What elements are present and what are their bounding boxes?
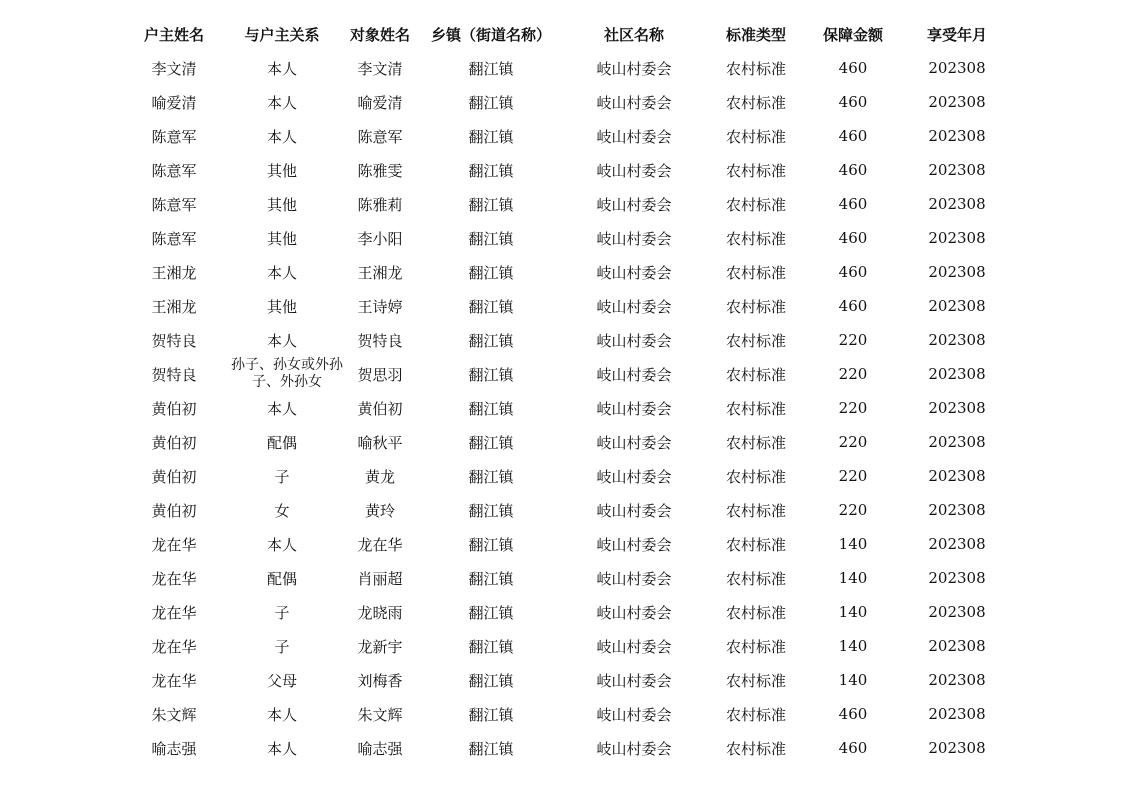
- cell-period: 202308: [928, 671, 986, 689]
- cell-amount: 460: [838, 59, 868, 77]
- cell-township: 翻江镇: [468, 263, 514, 282]
- cell-standard-type: 农村标准: [725, 467, 786, 486]
- header-relationship: 与户主关系: [244, 25, 320, 44]
- cell-period: 202308: [928, 637, 986, 655]
- header-period: 享受年月: [926, 25, 987, 44]
- cell-standard-type: 农村标准: [725, 637, 786, 656]
- cell-relationship: 其他: [266, 161, 297, 180]
- cell-period: 202308: [928, 59, 986, 77]
- header-amount: 保障金额: [822, 25, 883, 44]
- cell-standard-type: 农村标准: [725, 501, 786, 520]
- cell-community: 岐山村委会: [596, 195, 672, 214]
- cell-township: 翻江镇: [468, 535, 514, 554]
- cell-community: 岐山村委会: [596, 433, 672, 452]
- cell-period: 202308: [928, 365, 986, 383]
- cell-period: 202308: [928, 263, 986, 281]
- cell-standard-type: 农村标准: [725, 331, 786, 350]
- cell-period: 202308: [928, 399, 986, 417]
- cell-period: 202308: [928, 501, 986, 519]
- cell-township: 翻江镇: [468, 467, 514, 486]
- cell-period: 202308: [928, 229, 986, 247]
- cell-period: 202308: [928, 739, 986, 757]
- cell-householder-name: 喻志强: [151, 739, 197, 758]
- cell-relationship: 父母: [266, 671, 297, 690]
- cell-relationship: 本人: [266, 331, 297, 350]
- cell-township: 翻江镇: [468, 569, 514, 588]
- cell-householder-name: 黄伯初: [151, 399, 197, 418]
- cell-standard-type: 农村标准: [725, 603, 786, 622]
- cell-township: 翻江镇: [468, 603, 514, 622]
- cell-beneficiary-name: 王诗婷: [357, 297, 403, 316]
- table-row: [120, 255, 1010, 289]
- cell-period: 202308: [928, 705, 986, 723]
- table-row: [120, 697, 1010, 731]
- cell-relationship: 本人: [266, 739, 297, 758]
- cell-householder-name: 贺特良: [151, 331, 197, 350]
- table-row: [120, 323, 1010, 357]
- cell-community: 岐山村委会: [596, 637, 672, 656]
- cell-beneficiary-name: 黄伯初: [357, 399, 403, 418]
- cell-householder-name: 李文清: [151, 59, 197, 78]
- cell-standard-type: 农村标准: [725, 399, 786, 418]
- cell-standard-type: 农村标准: [725, 229, 786, 248]
- cell-amount: 140: [838, 637, 868, 655]
- cell-beneficiary-name: 喻秋平: [357, 433, 403, 452]
- beneficiary-table: [120, 17, 1010, 765]
- cell-beneficiary-name: 喻志强: [357, 739, 403, 758]
- cell-relationship: 女: [274, 501, 290, 520]
- cell-beneficiary-name: 贺思羽: [357, 365, 403, 384]
- cell-period: 202308: [928, 161, 986, 179]
- cell-township: 翻江镇: [468, 331, 514, 350]
- cell-householder-name: 黄伯初: [151, 467, 197, 486]
- cell-period: 202308: [928, 297, 986, 315]
- cell-relationship: 其他: [266, 297, 297, 316]
- table-row: [120, 459, 1010, 493]
- table-row: [120, 187, 1010, 221]
- cell-householder-name: 陈意军: [151, 127, 197, 146]
- cell-beneficiary-name: 陈雅雯: [357, 161, 403, 180]
- cell-amount: 460: [838, 93, 868, 111]
- cell-householder-name: 龙在华: [151, 603, 197, 622]
- cell-standard-type: 农村标准: [725, 59, 786, 78]
- cell-householder-name: 黄伯初: [151, 433, 197, 452]
- cell-township: 翻江镇: [468, 195, 514, 214]
- cell-beneficiary-name: 龙在华: [357, 535, 403, 554]
- cell-standard-type: 农村标准: [725, 433, 786, 452]
- cell-beneficiary-name: 黄龙: [364, 467, 395, 486]
- cell-amount: 220: [838, 331, 868, 349]
- cell-householder-name: 王湘龙: [151, 263, 197, 282]
- cell-community: 岐山村委会: [596, 297, 672, 316]
- cell-relationship: 本人: [266, 59, 297, 78]
- cell-amount: 140: [838, 603, 868, 621]
- table-row: [120, 595, 1010, 629]
- cell-beneficiary-name: 龙新宇: [357, 637, 403, 656]
- cell-community: 岐山村委会: [596, 331, 672, 350]
- cell-community: 岐山村委会: [596, 263, 672, 282]
- cell-householder-name: 龙在华: [151, 671, 197, 690]
- cell-standard-type: 农村标准: [725, 705, 786, 724]
- cell-standard-type: 农村标准: [725, 297, 786, 316]
- cell-relationship: 本人: [266, 263, 297, 282]
- cell-relationship: 本人: [266, 705, 297, 724]
- cell-community: 岐山村委会: [596, 59, 672, 78]
- cell-standard-type: 农村标准: [725, 195, 786, 214]
- cell-amount: 220: [838, 501, 868, 519]
- header-standard-type: 标准类型: [725, 25, 786, 44]
- cell-period: 202308: [928, 569, 986, 587]
- cell-township: 翻江镇: [468, 229, 514, 248]
- cell-householder-name: 王湘龙: [151, 297, 197, 316]
- cell-amount: 140: [838, 535, 868, 553]
- table-row: [120, 629, 1010, 663]
- cell-period: 202308: [928, 603, 986, 621]
- cell-amount: 140: [838, 671, 868, 689]
- cell-township: 翻江镇: [468, 399, 514, 418]
- header-beneficiary-name: 对象姓名: [349, 25, 410, 44]
- table-row: [120, 221, 1010, 255]
- cell-beneficiary-name: 陈意军: [357, 127, 403, 146]
- cell-amount: 460: [838, 161, 868, 179]
- cell-period: 202308: [928, 195, 986, 213]
- cell-standard-type: 农村标准: [725, 161, 786, 180]
- cell-beneficiary-name: 刘梅香: [357, 671, 403, 690]
- cell-community: 岐山村委会: [596, 229, 672, 248]
- cell-amount: 460: [838, 297, 868, 315]
- cell-householder-name: 陈意军: [151, 161, 197, 180]
- table-row: [120, 391, 1010, 425]
- table-row: [120, 425, 1010, 459]
- cell-relationship: 其他: [266, 229, 297, 248]
- cell-community: 岐山村委会: [596, 535, 672, 554]
- cell-amount: 460: [838, 195, 868, 213]
- cell-amount: 460: [838, 705, 868, 723]
- cell-standard-type: 农村标准: [725, 263, 786, 282]
- cell-householder-name: 陈意军: [151, 229, 197, 248]
- cell-standard-type: 农村标准: [725, 535, 786, 554]
- cell-amount: 220: [838, 365, 868, 383]
- header-row: [120, 17, 1010, 51]
- cell-householder-name: 龙在华: [151, 569, 197, 588]
- table-row: [120, 289, 1010, 323]
- cell-relationship: 子: [274, 637, 290, 656]
- cell-standard-type: 农村标准: [725, 127, 786, 146]
- table-row: [120, 51, 1010, 85]
- cell-beneficiary-name: 王湘龙: [357, 263, 403, 282]
- table-row: [120, 527, 1010, 561]
- cell-community: 岐山村委会: [596, 671, 672, 690]
- cell-community: 岐山村委会: [596, 161, 672, 180]
- cell-beneficiary-name: 黄玲: [364, 501, 395, 520]
- table-row: [120, 357, 1010, 391]
- cell-relationship: 本人: [266, 127, 297, 146]
- cell-township: 翻江镇: [468, 739, 514, 758]
- cell-householder-name: 黄伯初: [151, 501, 197, 520]
- cell-beneficiary-name: 肖丽超: [357, 569, 403, 588]
- cell-amount: 220: [838, 467, 868, 485]
- cell-community: 岐山村委会: [596, 603, 672, 622]
- cell-relationship: 子: [274, 467, 290, 486]
- cell-community: 岐山村委会: [596, 467, 672, 486]
- cell-relationship: [228, 357, 343, 391]
- table-row: [120, 153, 1010, 187]
- cell-standard-type: 农村标准: [725, 671, 786, 690]
- cell-relationship: 子: [274, 603, 290, 622]
- cell-amount: 460: [838, 263, 868, 281]
- table-header: [120, 17, 1010, 51]
- cell-amount: 220: [838, 399, 868, 417]
- cell-amount: 220: [838, 433, 868, 451]
- cell-relationship: 其他: [266, 195, 297, 214]
- cell-amount: 460: [838, 739, 868, 757]
- cell-township: 翻江镇: [468, 433, 514, 452]
- cell-community: 岐山村委会: [596, 93, 672, 112]
- cell-township: 翻江镇: [468, 705, 514, 724]
- cell-amount: 460: [838, 127, 868, 145]
- table-row: [120, 561, 1010, 595]
- cell-township: 翻江镇: [468, 297, 514, 316]
- cell-standard-type: 农村标准: [725, 569, 786, 588]
- cell-township: 翻江镇: [468, 127, 514, 146]
- cell-householder-name: 朱文辉: [151, 705, 197, 724]
- cell-amount: 460: [838, 229, 868, 247]
- cell-township: 翻江镇: [468, 93, 514, 112]
- cell-community: 岐山村委会: [596, 501, 672, 520]
- cell-township: 翻江镇: [468, 671, 514, 690]
- cell-period: 202308: [928, 467, 986, 485]
- table-body: [120, 51, 1010, 765]
- cell-beneficiary-name: 李文清: [357, 59, 403, 78]
- table-row: [120, 731, 1010, 765]
- cell-beneficiary-name: 龙晓雨: [357, 603, 403, 622]
- cell-community: 岐山村委会: [596, 705, 672, 724]
- header-householder-name: 户主姓名: [143, 25, 204, 44]
- cell-beneficiary-name: 贺特良: [357, 331, 403, 350]
- cell-relationship: 配偶: [266, 569, 297, 588]
- cell-period: 202308: [928, 127, 986, 145]
- cell-householder-name: 陈意军: [151, 195, 197, 214]
- cell-community: 岐山村委会: [596, 569, 672, 588]
- cell-householder-name: 龙在华: [151, 535, 197, 554]
- cell-relationship: 配偶: [266, 433, 297, 452]
- cell-amount: 140: [838, 569, 868, 587]
- table-row: [120, 85, 1010, 119]
- cell-community: 岐山村委会: [596, 365, 672, 384]
- cell-standard-type: 农村标准: [725, 365, 786, 384]
- cell-beneficiary-name: 朱文辉: [357, 705, 403, 724]
- header-township: 乡镇（街道名称）: [430, 25, 551, 44]
- cell-township: 翻江镇: [468, 365, 514, 384]
- cell-relationship-text: 孙子、孙女或外孙子、外孙女: [231, 357, 343, 390]
- cell-community: 岐山村委会: [596, 127, 672, 146]
- cell-period: 202308: [928, 433, 986, 451]
- cell-relationship: 本人: [266, 535, 297, 554]
- cell-standard-type: 农村标准: [725, 739, 786, 758]
- cell-period: 202308: [928, 331, 986, 349]
- cell-relationship: 本人: [266, 399, 297, 418]
- header-community: 社区名称: [603, 25, 664, 44]
- table-row: [120, 663, 1010, 697]
- table-row: [120, 119, 1010, 153]
- cell-period: 202308: [928, 535, 986, 553]
- cell-householder-name: 贺特良: [151, 365, 197, 384]
- cell-community: 岐山村委会: [596, 399, 672, 418]
- cell-township: 翻江镇: [468, 161, 514, 180]
- cell-beneficiary-name: 李小阳: [357, 229, 403, 248]
- cell-householder-name: 喻爱清: [151, 93, 197, 112]
- cell-householder-name: 龙在华: [151, 637, 197, 656]
- table-row: [120, 493, 1010, 527]
- cell-period: 202308: [928, 93, 986, 111]
- cell-relationship: 本人: [266, 93, 297, 112]
- cell-community: 岐山村委会: [596, 739, 672, 758]
- cell-township: 翻江镇: [468, 59, 514, 78]
- cell-standard-type: 农村标准: [725, 93, 786, 112]
- cell-beneficiary-name: 喻爱清: [357, 93, 403, 112]
- cell-beneficiary-name: 陈雅莉: [357, 195, 403, 214]
- cell-township: 翻江镇: [468, 637, 514, 656]
- cell-township: 翻江镇: [468, 501, 514, 520]
